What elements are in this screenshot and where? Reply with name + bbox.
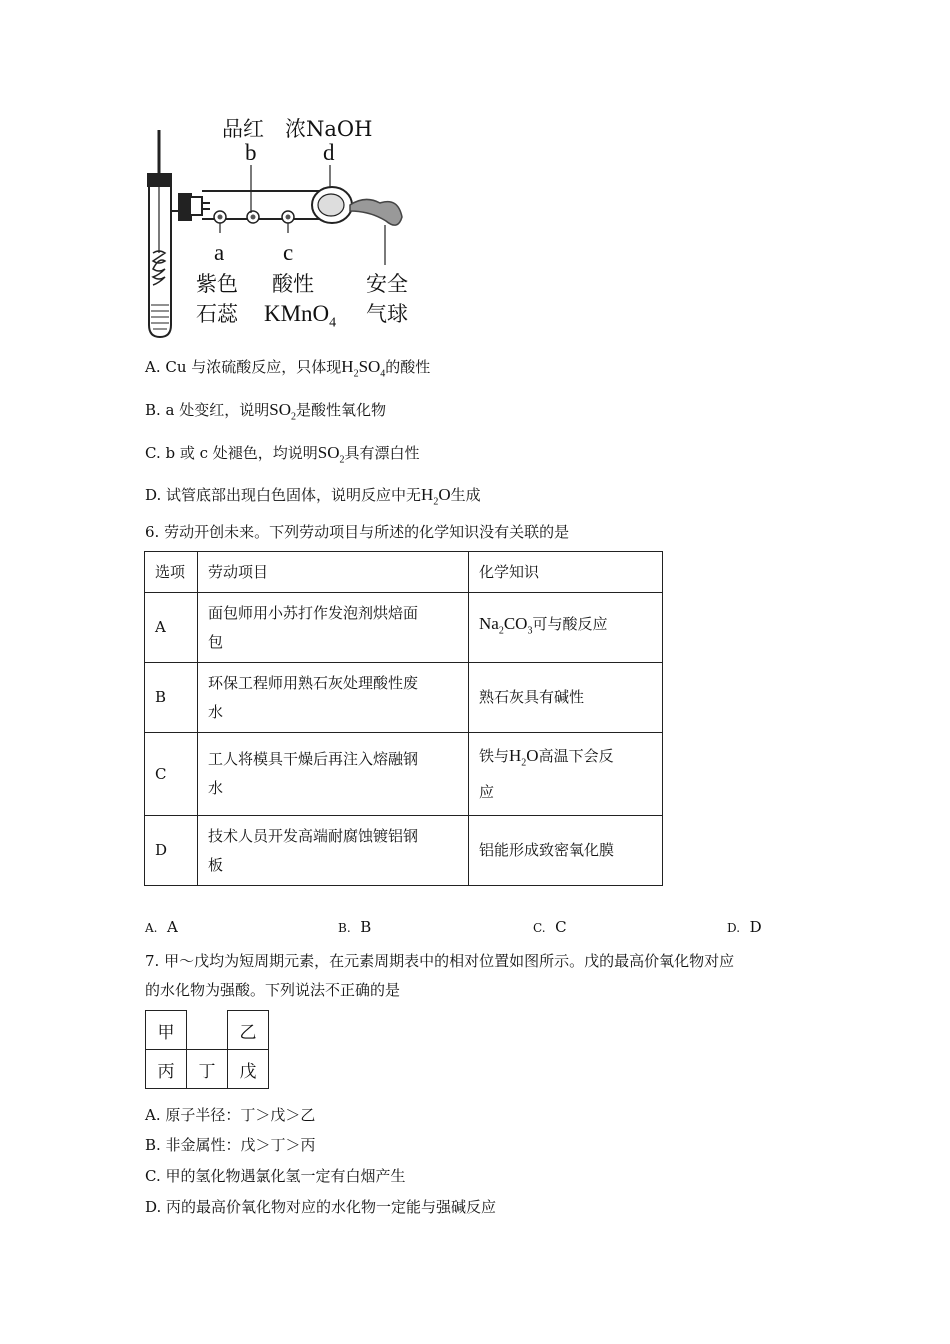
letter-c: c: [283, 240, 294, 265]
q6-choice-b: B. B: [338, 918, 372, 936]
row-knowledge: $Na_2CO_3$可与酸反应: [469, 593, 663, 663]
letter-d: d: [323, 140, 335, 165]
test-tube-stopper: [147, 173, 172, 187]
q6-choice-c: C. C: [533, 918, 567, 936]
q5-option-d: D. 试管底部出现白色固体，说明反应中无$H_2O$生成: [145, 485, 481, 508]
table-row: [145, 816, 663, 886]
q7-option-d: D. 丙的最高价氧化物对应的水化物一定能与强碱反应: [145, 1198, 497, 1216]
q5-option-a: A. Cu 与浓硫酸反应，只体现$H_2SO_4$的酸性: [145, 357, 431, 380]
q6-choice-a: A. A: [145, 918, 178, 936]
row-knowledge: 铁与$H_2O$高温下会反 应: [469, 733, 663, 816]
test-tube: [149, 187, 171, 337]
copper-wire-coil: [153, 251, 165, 285]
row-item: 技术人员开发高端耐腐蚀镀铝钢 板: [198, 816, 469, 886]
row-item: 工人将模具干燥后再注入熔融钢 水: [198, 733, 469, 816]
label-pinhong: 品红: [222, 117, 264, 141]
row-knowledge: 熟石灰具有碱性: [469, 663, 663, 733]
label-kmno4: KMnO$_4$: [264, 301, 337, 331]
cell-wu: 戊: [228, 1050, 269, 1089]
cell-yi: 乙: [228, 1011, 269, 1050]
q5-option-c: C. b 或 c 处褪色，均说明$SO_2$具有漂白性: [145, 443, 420, 466]
q7-option-b: B. 非金属性：戊＞丁＞丙: [145, 1136, 316, 1154]
label-balloon-1: 安全: [366, 272, 408, 296]
header-labor-item: 劳动项目: [198, 552, 469, 593]
label-naoh: 浓NaOH: [285, 117, 373, 141]
header-chem-knowledge: 化学知识: [469, 552, 663, 593]
letter-b: b: [245, 140, 257, 165]
row-option: D: [145, 816, 198, 886]
label-litmus-2: 石蕊: [196, 302, 238, 326]
row-option: C: [145, 733, 198, 816]
safety-balloon: [350, 199, 402, 225]
cell-ding: 丁: [187, 1050, 228, 1089]
cell-bing: 丙: [146, 1050, 187, 1089]
header-option: 选项: [145, 552, 198, 593]
row-option: B: [145, 663, 198, 733]
table-row: [145, 663, 663, 733]
row-knowledge: 铝能形成致密氧化膜: [469, 816, 663, 886]
row-item: 面包师用小苏打作发泡剂烘焙面 包: [198, 593, 469, 663]
q5-option-b: B. a 处变红，说明$SO_2$是酸性氧化物: [145, 400, 387, 423]
q7-stem-line-2: 的水化物为强酸。下列说法不正确的是: [145, 981, 401, 999]
table-header-row: [145, 552, 663, 593]
letter-a: a: [214, 240, 225, 265]
periodic-table-fragment: [145, 1010, 269, 1089]
q6-choice-d: D. D: [727, 918, 762, 936]
label-acidic: 酸性: [272, 272, 314, 296]
q7-option-c: C. 甲的氢化物遇氯化氢一定有白烟产生: [145, 1167, 406, 1185]
cell-empty: [187, 1011, 228, 1050]
table-row: [145, 593, 663, 663]
q7-stem-line-1: 7. 甲～戊均为短周期元素，在元素周期表中的相对位置如图所示。戊的最高价氧化物对应: [145, 952, 735, 970]
label-litmus-1: 紫色: [196, 272, 238, 296]
row-item: 环保工程师用熟石灰处理酸性废 水: [198, 663, 469, 733]
cell-jia: 甲: [146, 1011, 187, 1050]
q6-table: [144, 551, 663, 886]
label-balloon-2: 气球: [366, 302, 408, 326]
q6-stem: 6. 劳动开创未来。下列劳动项目与所述的化学知识没有关联的是: [145, 523, 570, 541]
q7-option-a: A. 原子半径：丁＞戊＞乙: [145, 1106, 316, 1124]
table-row: [145, 733, 663, 816]
row-option: A: [145, 593, 198, 663]
